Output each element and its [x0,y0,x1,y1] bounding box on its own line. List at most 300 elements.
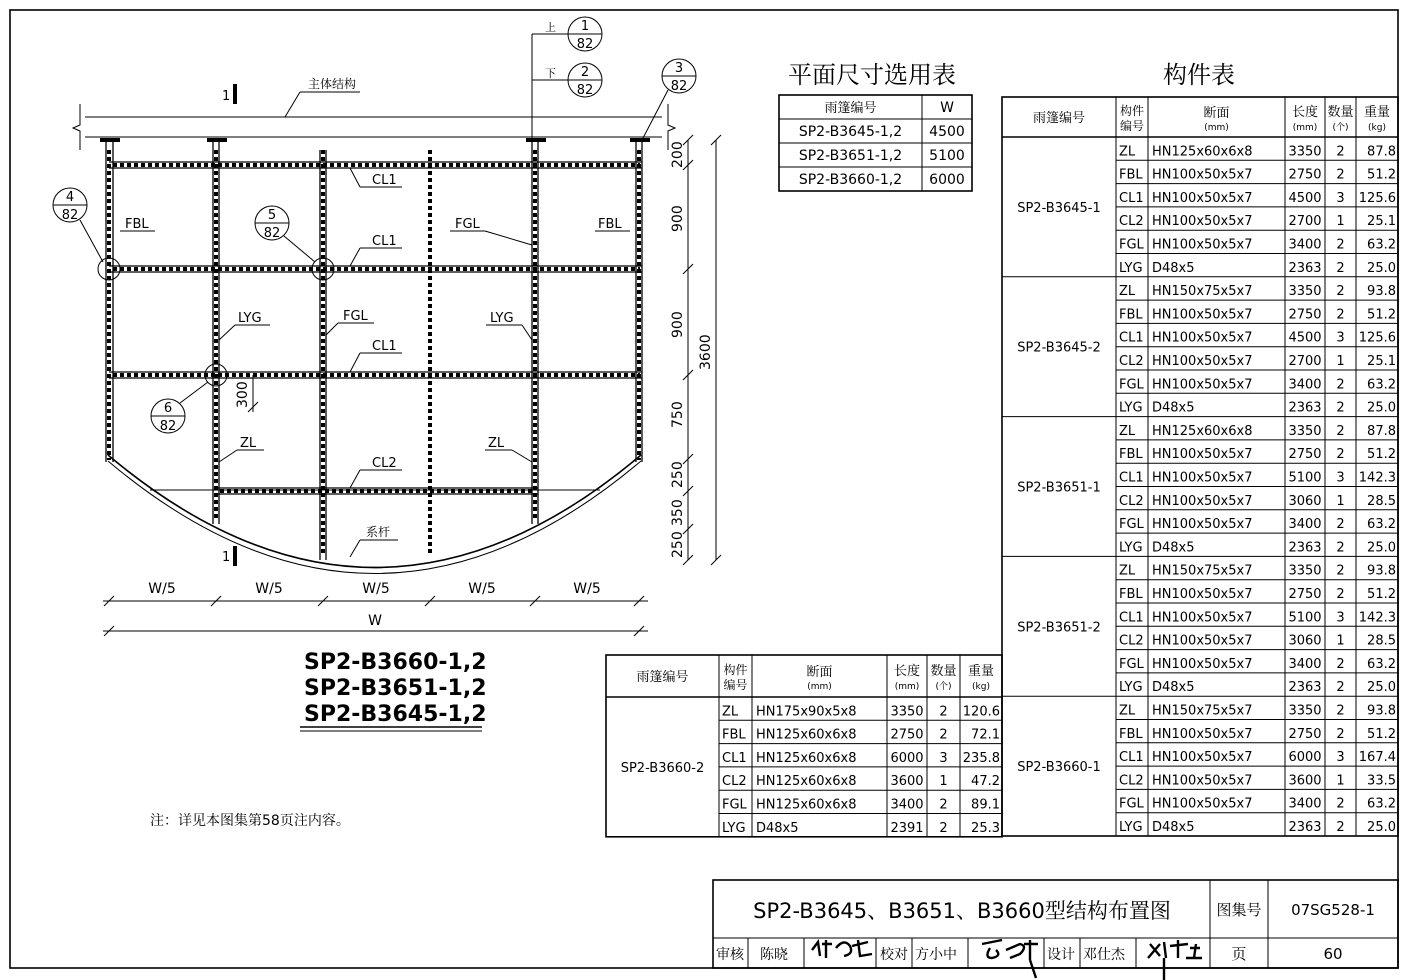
label-fbl: FBL [598,217,622,232]
leader-line [284,236,315,262]
signature-chen [812,940,872,958]
section-spec: HN100x50x5x7 [1152,190,1253,206]
section-spec: D48x5 [1152,820,1195,835]
right-dimensions [235,135,721,565]
section-spec: HN150x75x5x7 [1152,703,1253,719]
quantity-value: 2 [1336,400,1345,416]
dim-value: W/5 [148,581,176,597]
length-value: 2363 [1288,820,1322,835]
section-spec: HN100x50x5x7 [1152,796,1253,812]
leader-line [485,231,532,245]
length-value: 3400 [1288,237,1322,253]
atlas-label: 图集号 [1216,901,1262,919]
weight-value: 63.2 [1367,656,1396,672]
member-code: CL1 [1119,470,1144,486]
label-zl: ZL [240,436,257,451]
member-code: FBL [1119,167,1143,183]
quantity-value: 2 [1336,447,1345,463]
signature-deng [1148,940,1202,980]
length-value: 2391 [890,820,924,836]
section-spec: HN100x50x5x7 [1152,610,1253,626]
role-name: 方小中 [915,947,957,963]
section-spec: D48x5 [1152,680,1195,696]
leader-line [350,168,360,187]
leader-line [642,90,668,140]
section-spec: HN100x50x5x7 [1152,307,1253,323]
dim-value: 300 [235,381,251,408]
section-spec: HN150x75x5x7 [1152,563,1253,579]
length-value: 3350 [1288,423,1322,439]
detail-callout-4 [53,188,103,262]
section-spec: HN125x60x6x8 [756,797,857,813]
table-cell: 5100 [929,148,965,164]
label-fgl: FGL [343,309,368,324]
member-code: CL1 [1119,750,1144,766]
drawing-title: SP2-B3645、B3651、B3660型结构布置图 [753,899,1171,923]
section-mark-bar [233,546,237,566]
leader-line [350,353,360,372]
title-block [713,880,1398,980]
table-header: 雨篷编号 [1032,111,1086,126]
weight-value: 87.8 [1367,144,1396,160]
page-label: 页 [1231,945,1247,963]
weight-value: 25.0 [1367,540,1396,556]
dim-value: 250 [670,531,686,558]
quantity-value: 2 [1336,820,1345,835]
size-selection-table [779,61,972,191]
length-value: 4500 [1288,190,1322,206]
leader-line [350,248,360,266]
callout-down-label: 下 [545,67,556,80]
member-code: FGL [722,797,747,813]
table-cell: 6000 [929,172,965,188]
length-value: 3400 [1288,656,1322,672]
callout-up-label: 上 [545,21,556,34]
quantity-value: 2 [1336,796,1345,812]
dim-value: 250 [670,461,686,488]
canopy-id: SP2-B3660-2 [620,760,705,776]
quantity-value: 2 [1336,540,1345,556]
section-spec: HN175x90x5x8 [756,704,857,720]
leader-line [350,540,360,557]
weight-value: 63.2 [1367,237,1396,253]
leader-line [285,92,300,117]
size-table-grid [779,95,972,191]
label-lyg: LYG [490,311,514,326]
plan-view [53,17,721,829]
length-value: 2750 [1288,447,1322,463]
callout-number: 4 [65,190,75,205]
table-header: (个) [935,682,952,692]
quantity-value: 2 [1336,307,1345,323]
weight-value: 93.8 [1367,563,1396,579]
weight-value: 167.4 [1358,750,1396,766]
bottom-dimensions [103,581,648,636]
member-code: ZL [1119,284,1136,300]
detail-callout-3 [642,59,696,140]
callout-number: 2 [580,65,590,80]
table-cell: 4500 [929,124,965,140]
atlas-number: 07SG528-1 [1291,901,1375,919]
callout-sheet: 82 [61,208,79,223]
section-spec: HN100x50x5x7 [1152,354,1253,369]
role-label: 设计 [1047,947,1075,963]
length-value: 3600 [1288,773,1322,789]
signature-fang [982,940,1038,978]
length-value: 3350 [1288,284,1322,300]
table-header: (mm) [894,682,920,692]
member-code: LYG [1119,400,1143,416]
support-plate [100,138,120,142]
weight-value: 25.0 [1367,260,1396,276]
table-header: (kg) [1368,123,1386,133]
member-code: CL1 [1119,190,1144,206]
length-value: 3350 [1288,144,1322,160]
leader-line [522,325,532,340]
dim-value: 200 [670,141,686,168]
leader-line [219,325,235,340]
section-spec: HN125x60x6x8 [1152,423,1253,439]
length-value: 2750 [1288,307,1322,323]
callout-sheet: 82 [159,419,177,434]
role-label: 审核 [716,947,744,963]
length-value: 2750 [890,727,924,743]
section-spec: HN125x60x6x8 [756,727,857,743]
table-header: 构件 [723,663,748,677]
dim-value: 900 [670,205,686,232]
quantity-value: 2 [939,797,948,813]
table-header: 重量 [967,664,995,679]
length-value: 3400 [1288,377,1322,393]
weight-value: 142.3 [1358,470,1396,486]
support-plate [630,138,650,142]
weight-value: 93.8 [1367,703,1396,719]
dim-value: 900 [670,311,686,338]
callout-sheet: 82 [576,83,594,98]
member-code: CL1 [1119,330,1144,346]
weight-value: 47.2 [971,774,1000,790]
table-header: 数量 [930,664,957,679]
weight-value: 87.8 [1367,423,1396,439]
member-code: FBL [1119,587,1143,602]
length-value: 3350 [1288,563,1322,579]
member-code: ZL [1119,703,1136,719]
quantity-value: 2 [1336,260,1345,276]
leader-line [180,382,208,403]
length-value: 2750 [1288,726,1322,742]
section-spec: HN100x50x5x7 [1152,377,1253,393]
section-mark-label: 1 [222,550,231,565]
detail-callout-5 [255,206,315,262]
weight-value: 51.2 [1367,726,1396,742]
member-code: CL2 [1119,493,1144,509]
member-code: ZL [1119,423,1136,439]
table-header: (个) [1332,123,1349,133]
section-spec: HN100x50x5x7 [1152,726,1253,742]
label-tie-rod: 系杆 [366,525,391,539]
length-value: 2363 [1288,680,1322,696]
weight-value: 25.0 [1367,400,1396,416]
detail-callout-6 [151,382,208,434]
note: 注：详见本图集第58页注内容。 [150,813,350,829]
length-value: 2363 [1288,540,1322,556]
table-header: 编号 [723,678,748,692]
weight-value: 28.5 [1367,633,1396,649]
quantity-value: 2 [1336,237,1345,253]
weight-value: 51.2 [1367,307,1396,323]
table-header: 断面 [806,665,833,680]
weight-value: 51.2 [1367,167,1396,183]
label-cl1: CL1 [372,339,397,354]
dim-value: 750 [670,401,686,428]
member-table [1002,97,1398,836]
length-value: 3400 [1288,796,1322,812]
model-title: SP2-B3645-1,2 [304,702,487,727]
leader-line [80,220,103,262]
quantity-value: 3 [1336,470,1345,486]
weight-value: 33.5 [1367,773,1396,789]
length-value: 3350 [1288,703,1322,719]
weight-value: 51.2 [1367,587,1396,602]
quantity-value: 2 [1336,517,1345,533]
weight-value: 63.2 [1367,517,1396,533]
canopy-id: SP2-B3645-2 [1017,340,1101,356]
member-code: FBL [722,727,746,743]
section-spec: HN125x60x6x8 [756,774,857,790]
dim-total: 3600 [698,334,714,370]
weight-value: 51.2 [1367,447,1396,463]
section-spec: HN100x50x5x7 [1152,633,1253,649]
quantity-value: 2 [1336,656,1345,672]
member-code: FGL [1119,517,1144,533]
member-code: ZL [1119,144,1136,160]
section-spec: HN100x50x5x7 [1152,330,1253,346]
leader-line [350,470,360,488]
member-code: FGL [1119,377,1144,393]
quantity-value: 3 [1336,190,1345,206]
section-spec: D48x5 [1152,260,1195,276]
quantity-value: 3 [1336,330,1345,346]
quantity-value: 2 [1336,144,1345,160]
callout-number: 5 [267,208,277,223]
page-number: 60 [1323,945,1343,963]
table-header: (mm) [807,682,832,692]
member-code: CL1 [1119,610,1144,626]
length-value: 4500 [1288,330,1322,346]
tie-rod-arc [108,455,641,568]
table-header: 编号 [1119,119,1145,133]
member-code: CL1 [722,750,747,766]
weight-value: 25.1 [1367,354,1396,369]
table-header: 重量 [1363,105,1391,120]
table-header: 断面 [1203,106,1230,121]
break-mark-left [73,104,80,150]
quantity-value: 2 [1336,423,1345,439]
quantity-value: 2 [1336,377,1345,393]
label-lyg: LYG [238,311,262,326]
model-titles [300,650,487,731]
weight-value: 72.1 [971,727,1000,743]
member-code: CL2 [722,774,747,790]
label-cl1: CL1 [372,234,397,249]
table-header: 数量 [1327,105,1354,120]
callout-number: 6 [163,401,173,416]
length-value: 3400 [890,797,924,813]
model-title: SP2-B3660-1,2 [304,650,487,675]
weight-value: 89.1 [971,797,1000,813]
section-spec: HN100x50x5x7 [1152,656,1253,672]
weight-value: 120.6 [962,704,1000,720]
label-fbl: FBL [125,217,149,232]
canopy-id: SP2-B3660-1 [1017,760,1101,776]
canopy-id: SP2-B3651-2 [1017,620,1101,636]
model-title: SP2-B3651-1,2 [304,676,487,701]
member-code: CL2 [1119,354,1144,369]
dim-value: W/5 [255,581,283,597]
table-cell: SP2-B3645-1,2 [798,124,903,140]
member-code: ZL [1119,563,1136,579]
support-plate [207,138,227,142]
section-spec: HN100x50x5x7 [1152,773,1253,789]
length-value: 2750 [1288,587,1322,602]
section-spec: HN100x50x5x7 [1152,750,1253,766]
canopy-id: SP2-B3651-1 [1017,480,1101,496]
table-header: 长度 [893,664,921,679]
callout-sheet: 82 [263,226,281,241]
section-spec: HN125x60x6x8 [1152,144,1253,160]
member-code: LYG [1119,820,1143,835]
member-code: FGL [1119,656,1144,672]
weight-value: 25.0 [1367,820,1396,835]
member-code: CL2 [1119,214,1144,230]
section-spec: HN125x60x6x8 [756,750,857,766]
support-plate [526,138,546,142]
canopy-id: SP2-B3645-1 [1017,200,1101,216]
quantity-value: 1 [1336,773,1345,789]
callout-number: 3 [674,61,684,76]
member-code: LYG [1119,260,1143,276]
section-spec: HN150x75x5x7 [1152,284,1253,300]
section-spec: D48x5 [756,820,799,836]
quantity-value: 2 [1336,167,1345,183]
section-spec: D48x5 [1152,540,1195,556]
table-header: 雨篷编号 [636,670,689,685]
leader-line [512,450,532,462]
section-spec: HN100x50x5x7 [1152,517,1253,533]
table-header: (mm) [1204,123,1229,133]
table-header: (mm) [1292,123,1318,133]
length-value: 2700 [1288,354,1322,369]
length-value: 3400 [1288,517,1322,533]
tie-rod-arc [108,461,641,574]
label-cl1: CL1 [372,173,397,188]
section-mark-bar [233,84,237,104]
member-code: CL2 [1119,773,1144,789]
weight-value: 25.0 [1367,680,1396,696]
weight-value: 93.8 [1367,284,1396,300]
length-value: 3350 [890,704,924,720]
quantity-value: 2 [1336,726,1345,742]
dim-value: W/5 [468,581,496,597]
role-name: 邓仕杰 [1083,947,1125,963]
length-value: 2363 [1288,400,1322,416]
length-value: 2750 [1288,167,1322,183]
table-header: 构件 [1119,104,1145,118]
length-value: 3060 [1288,493,1322,509]
section-spec: HN100x50x5x7 [1152,493,1253,509]
leader-line [219,450,237,462]
dim-total: W [368,613,382,629]
quantity-value: 2 [1336,680,1345,696]
length-value: 6000 [1288,750,1322,766]
member-table-b3660-2 [606,655,1002,837]
member-code: FGL [1119,237,1144,253]
weight-value: 63.2 [1367,377,1396,393]
size-table-title: 平面尺寸选用表 [788,61,956,89]
label-zl: ZL [488,436,505,451]
weight-value: 25.3 [971,820,1000,836]
member-code: FBL [1119,307,1143,323]
horizontal-beams [109,162,642,494]
section-spec: HN100x50x5x7 [1152,587,1253,602]
member-code: ZL [722,704,739,720]
table-header: W [940,100,954,116]
quantity-value: 2 [939,727,948,743]
length-value: 2700 [1288,214,1322,230]
quantity-value: 3 [939,750,948,766]
dim-value: W/5 [573,581,601,597]
member-code: LYG [1119,540,1143,556]
table-header: 雨篷编号 [824,101,877,116]
member-table-title: 构件表 [1163,61,1235,89]
quantity-value: 2 [1336,563,1345,579]
member-code: FBL [1119,726,1143,742]
weight-value: 63.2 [1367,796,1396,812]
length-value: 5100 [1288,470,1322,486]
section-spec: HN100x50x5x7 [1152,167,1253,183]
length-value: 6000 [890,750,924,766]
quantity-value: 2 [1336,587,1345,602]
weight-value: 142.3 [1358,610,1396,626]
callout-number: 1 [580,19,590,34]
table-cell: SP2-B3651-1,2 [798,148,903,164]
member-code: FBL [1119,447,1143,463]
quantity-value: 2 [939,820,948,836]
dim-value: 350 [670,499,686,526]
quantity-value: 1 [1336,214,1345,230]
length-value: 3600 [890,774,924,790]
callout-sheet: 82 [576,37,594,52]
section-spec: HN100x50x5x7 [1152,237,1253,253]
table-header: 长度 [1291,105,1319,120]
section-spec: HN100x50x5x7 [1152,470,1253,486]
label-cl2: CL2 [372,456,397,471]
length-value: 5100 [1288,610,1322,626]
quantity-value: 1 [939,774,948,790]
member-code: FGL [1119,796,1144,812]
quantity-value: 1 [1336,493,1345,509]
member-code: LYG [722,820,746,836]
table-header: (kg) [972,682,990,692]
label-fgl: FGL [455,217,480,232]
quantity-value: 1 [1336,354,1345,369]
weight-value: 28.5 [1367,493,1396,509]
role-label: 校对 [880,947,908,963]
quantity-value: 1 [1336,633,1345,649]
length-value: 2363 [1288,260,1322,276]
quantity-value: 2 [939,704,948,720]
member-code: CL2 [1119,633,1144,649]
